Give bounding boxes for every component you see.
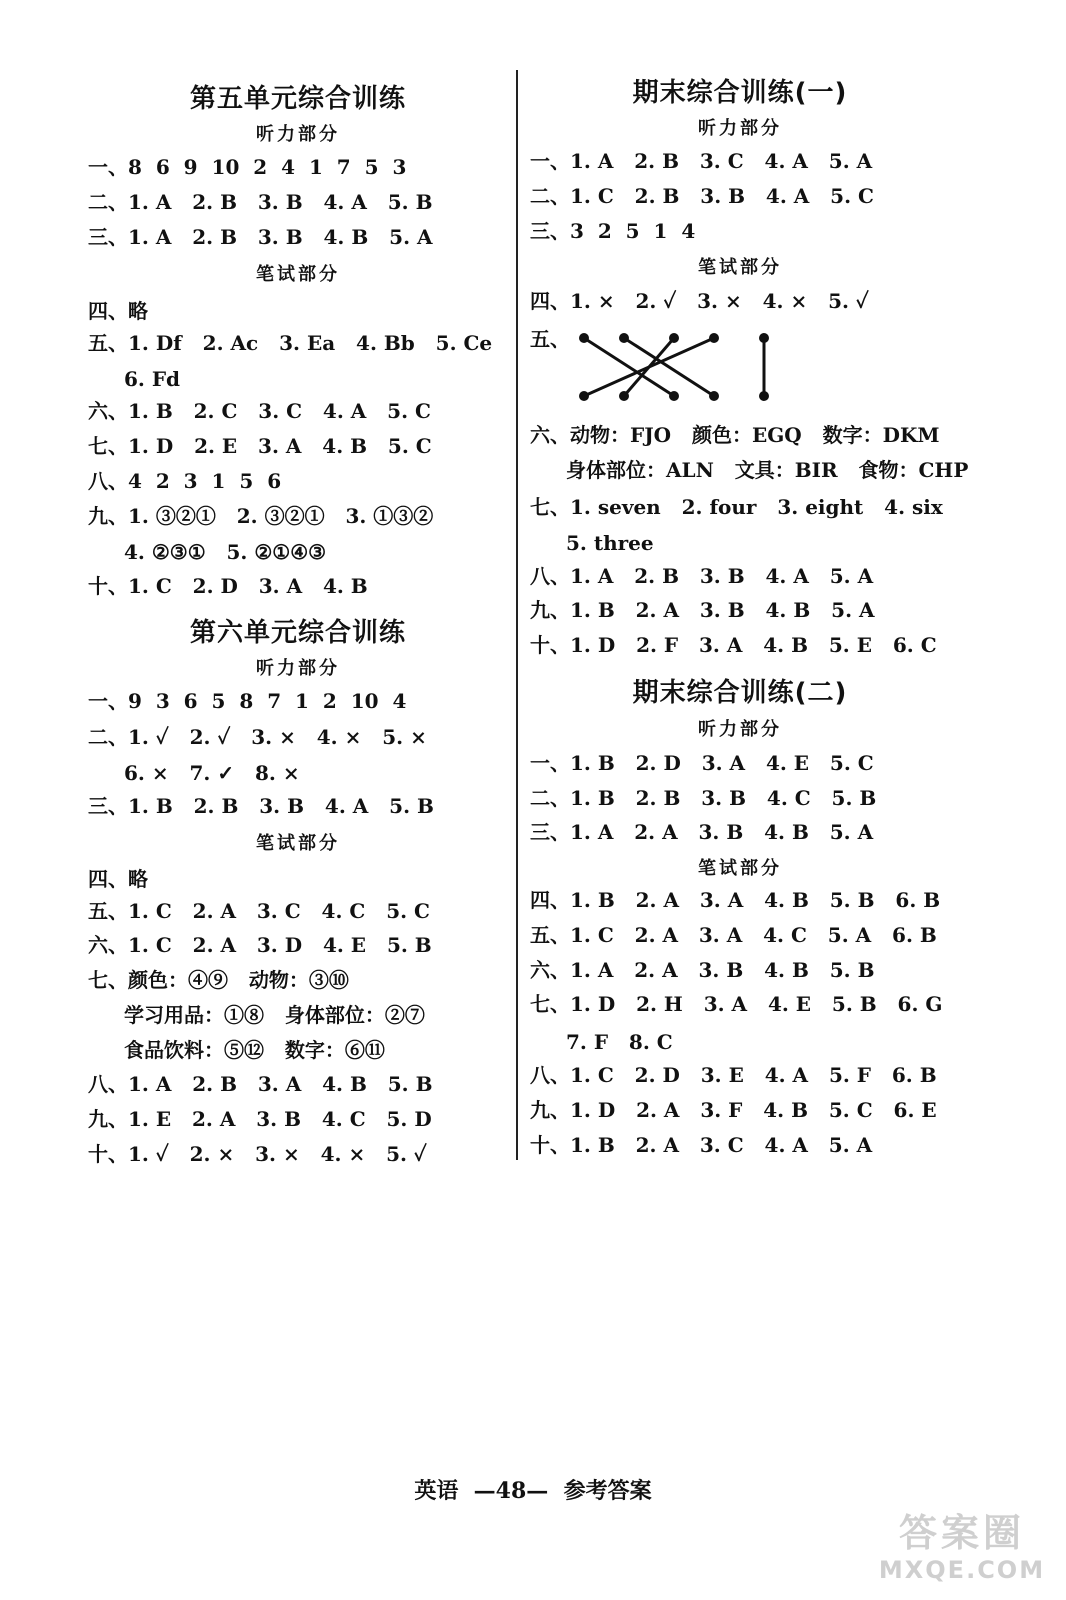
match-dot (759, 333, 769, 343)
answer-line: 二、1. ✓ 2. ✓ 3. × 4. × 5. × (88, 725, 427, 749)
match-dot (759, 391, 769, 401)
answer-line: 一、8 6 9 10 2 4 1 7 5 3 (88, 155, 407, 179)
subsection-written: 笔试部分 (256, 833, 340, 854)
subsection-listening: 听力部分 (256, 124, 340, 145)
match-dot (669, 391, 679, 401)
match-dot (669, 333, 679, 343)
matching-lines-diagram (578, 326, 778, 406)
answer-line: 四、1. × 2. ✓ 3. × 4. × 5. ✓ (530, 289, 869, 313)
section-title-unit6: 第六单元综合训练 (189, 618, 406, 648)
match-dot (619, 391, 629, 401)
answer-line: 八、1. A 2. B 3. A 4. B 5. B (88, 1072, 433, 1096)
watermark (872, 1510, 1052, 1594)
answer-line: 七、颜色：④⑨ 动物：③⑩ (88, 968, 349, 992)
answer-line: 四、略 (88, 867, 148, 891)
answer-line: 八、4 2 3 1 5 6 (88, 469, 282, 493)
match-line (584, 338, 714, 396)
answer-line: 一、1. B 2. D 3. A 4. E 5. C (530, 751, 874, 775)
subsection-written: 笔试部分 (698, 257, 782, 278)
section-title-final1: 期末综合训练(一) (632, 78, 848, 108)
answer-line: 七、1. seven 2. four 3. eight 4. six (530, 495, 943, 519)
answer-line: 6. Fd (124, 367, 181, 391)
answer-line: 十、1. C 2. D 3. A 4. B (88, 574, 368, 598)
column-divider (516, 70, 518, 1160)
answer-line: 五、1. Df 2. Ac 3. Ea 4. Bb 5. Ce (88, 331, 493, 355)
answer-line: 二、1. B 2. B 3. B 4. C 5. B (530, 786, 877, 810)
answer-line: 九、1. B 2. A 3. B 4. B 5. A (530, 598, 875, 622)
match-dot (619, 333, 629, 343)
answer-line: 三、1. B 2. B 3. B 4. A 5. B (88, 794, 434, 818)
answer-line: 五、 (530, 327, 570, 351)
match-dot (579, 333, 589, 343)
match-line (584, 338, 674, 396)
answer-line: 六、1. C 2. A 3. D 4. E 5. B (88, 933, 432, 957)
match-line (624, 338, 714, 396)
answer-line: 九、1. D 2. A 3. F 4. B 5. C 6. E (530, 1098, 937, 1122)
answer-line: 十、1. D 2. F 3. A 4. B 5. E 6. C (530, 633, 937, 657)
answer-line: 6. × 7. ✓ 8. × (124, 761, 300, 785)
answer-line: 二、1. C 2. B 3. B 4. A 5. C (530, 184, 874, 208)
match-dot (709, 391, 719, 401)
answer-line: 九、1. E 2. A 3. B 4. C 5. D (88, 1107, 432, 1131)
section-title-unit5: 第五单元综合训练 (189, 84, 406, 114)
answer-line: 五、1. C 2. A 3. C 4. C 5. C (88, 899, 430, 923)
answer-line: 四、1. B 2. A 3. A 4. B 5. B 6. B (530, 888, 941, 912)
subsection-listening: 听力部分 (256, 658, 340, 679)
answer-line: 4. ②③① 5. ②①④③ (124, 540, 327, 564)
answer-line: 食品饮料：⑤⑫ 数字：⑥⑪ (124, 1038, 385, 1062)
answer-line: 三、3 2 5 1 4 (530, 219, 696, 243)
answer-line: 七、1. D 2. E 3. A 4. B 5. C (88, 434, 432, 458)
answer-line: 一、9 3 6 5 8 7 1 2 10 4 (88, 689, 407, 713)
answer-line: 二、1. A 2. B 3. B 4. A 5. B (88, 190, 433, 214)
answer-line: 四、略 (88, 299, 148, 323)
subsection-written: 笔试部分 (698, 858, 782, 879)
answer-line: 六、1. A 2. A 3. B 4. B 5. B (530, 958, 875, 982)
match-dot (579, 391, 589, 401)
answer-line: 六、动物：FJO 颜色：EGQ 数字：DKM (530, 423, 940, 447)
answer-line: 五、1. C 2. A 3. A 4. C 5. A 6. B (530, 923, 937, 947)
watermark-logo: 答案圈 (898, 1511, 1025, 1555)
answer-line: 学习用品：①⑧ 身体部位：②⑦ (124, 1003, 425, 1027)
match-dot (709, 333, 719, 343)
subsection-listening: 听力部分 (698, 719, 782, 740)
answer-line: 三、1. A 2. A 3. B 4. B 5. A (530, 820, 874, 844)
answer-line: 十、1. ✓ 2. × 3. × 4. × 5. ✓ (88, 1142, 427, 1166)
answer-line: 八、1. A 2. B 3. B 4. A 5. A (530, 564, 874, 588)
subsection-listening: 听力部分 (698, 118, 782, 139)
answer-line: 六、1. B 2. C 3. C 4. A 5. C (88, 399, 431, 423)
answer-line: 7. F 8. C (566, 1030, 673, 1054)
answer-line: 七、1. D 2. H 3. A 4. E 5. B 6. G (530, 992, 943, 1016)
answer-line: 身体部位：ALN 文具：BIR 食物：CHP (566, 458, 969, 482)
answer-line: 一、1. A 2. B 3. C 4. A 5. A (530, 149, 873, 173)
subsection-written: 笔试部分 (256, 264, 340, 285)
answer-line: 5. three (566, 531, 654, 555)
answer-line: 三、1. A 2. B 3. B 4. B 5. A (88, 225, 433, 249)
page-footer: 英语 —48— 参考答案 (414, 1478, 652, 1504)
answer-line: 十、1. B 2. A 3. C 4. A 5. A (530, 1133, 873, 1157)
watermark-url: MXQE.COM (878, 1556, 1046, 1584)
section-title-final2: 期末综合训练(二) (632, 678, 848, 708)
answer-line: 八、1. C 2. D 3. E 4. A 5. F 6. B (530, 1063, 937, 1087)
answer-line: 九、1. ③②① 2. ③②① 3. ①③② (88, 504, 434, 528)
